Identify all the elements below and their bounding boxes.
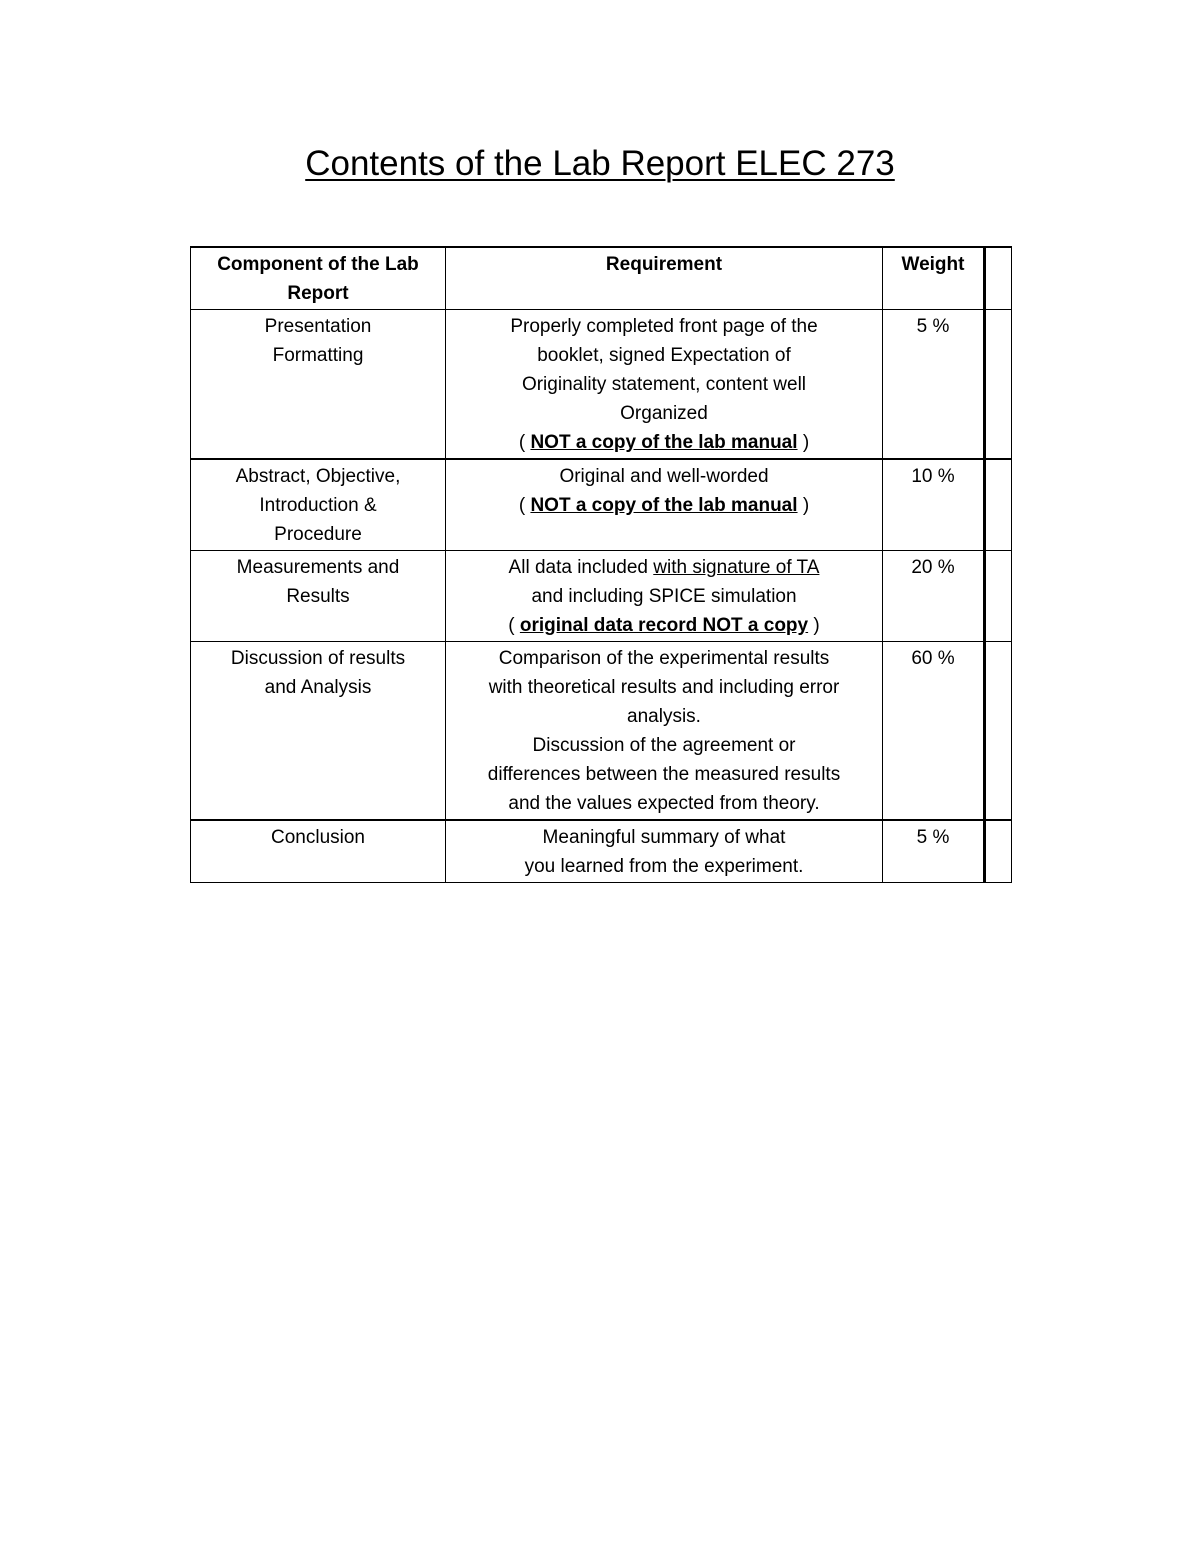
header-component: Component of the Lab Report bbox=[191, 247, 446, 310]
requirement-cell: Meaningful summary of what you learned from the experiment. bbox=[446, 820, 883, 883]
lab-report-rubric-table bbox=[190, 246, 1012, 883]
weight-cell: 10 % bbox=[883, 459, 985, 551]
requirement-cell: Comparison of the experimental results with theoretical results and including error analysis. Discussion of the agreement or differences between the measured results and the values expected from theory. bbox=[446, 642, 883, 821]
header-weight: Weight bbox=[883, 247, 985, 310]
weight-cell: 20 % bbox=[883, 551, 985, 642]
extra-cell bbox=[985, 820, 1012, 883]
weight-cell: 5 % bbox=[883, 820, 985, 883]
header-extra-column bbox=[985, 247, 1012, 310]
requirement-cell: Original and well-worded ( NOT a copy of the lab manual ) bbox=[446, 459, 883, 551]
component-cell: Conclusion bbox=[191, 820, 446, 883]
table-row bbox=[191, 642, 1012, 821]
requirement-note: ( original data record NOT a copy ) bbox=[508, 615, 820, 636]
table-row bbox=[191, 459, 1012, 551]
requirement-cell: All data included with signature of TA and including SPICE simulation ( original data record NOT a copy ) bbox=[446, 551, 883, 642]
weight-cell: 5 % bbox=[883, 310, 985, 460]
extra-cell bbox=[985, 310, 1012, 460]
component-cell: Measurements and Results bbox=[191, 551, 446, 642]
component-cell: Abstract, Objective, Introduction & Procedure bbox=[191, 459, 446, 551]
requirement-note: ( NOT a copy of the lab manual ) bbox=[518, 495, 810, 516]
component-cell: Discussion of results and Analysis bbox=[191, 642, 446, 821]
table-row bbox=[191, 551, 1012, 642]
component-cell: Presentation Formatting bbox=[191, 310, 446, 460]
extra-cell bbox=[985, 642, 1012, 821]
extra-cell bbox=[985, 551, 1012, 642]
table-header-row bbox=[191, 247, 1012, 310]
weight-cell: 60 % bbox=[883, 642, 985, 821]
table-row bbox=[191, 310, 1012, 460]
table-row bbox=[191, 820, 1012, 883]
requirement-cell: Properly completed front page of the booklet, signed Expectation of Originality statement, content well Organized ( NOT a copy of the lab manual ) bbox=[446, 310, 883, 460]
extra-cell bbox=[985, 459, 1012, 551]
header-requirement: Requirement bbox=[446, 247, 883, 310]
requirement-note: ( NOT a copy of the lab manual ) bbox=[518, 432, 810, 453]
page-title: Contents of the Lab Report ELEC 273 bbox=[305, 144, 895, 183]
